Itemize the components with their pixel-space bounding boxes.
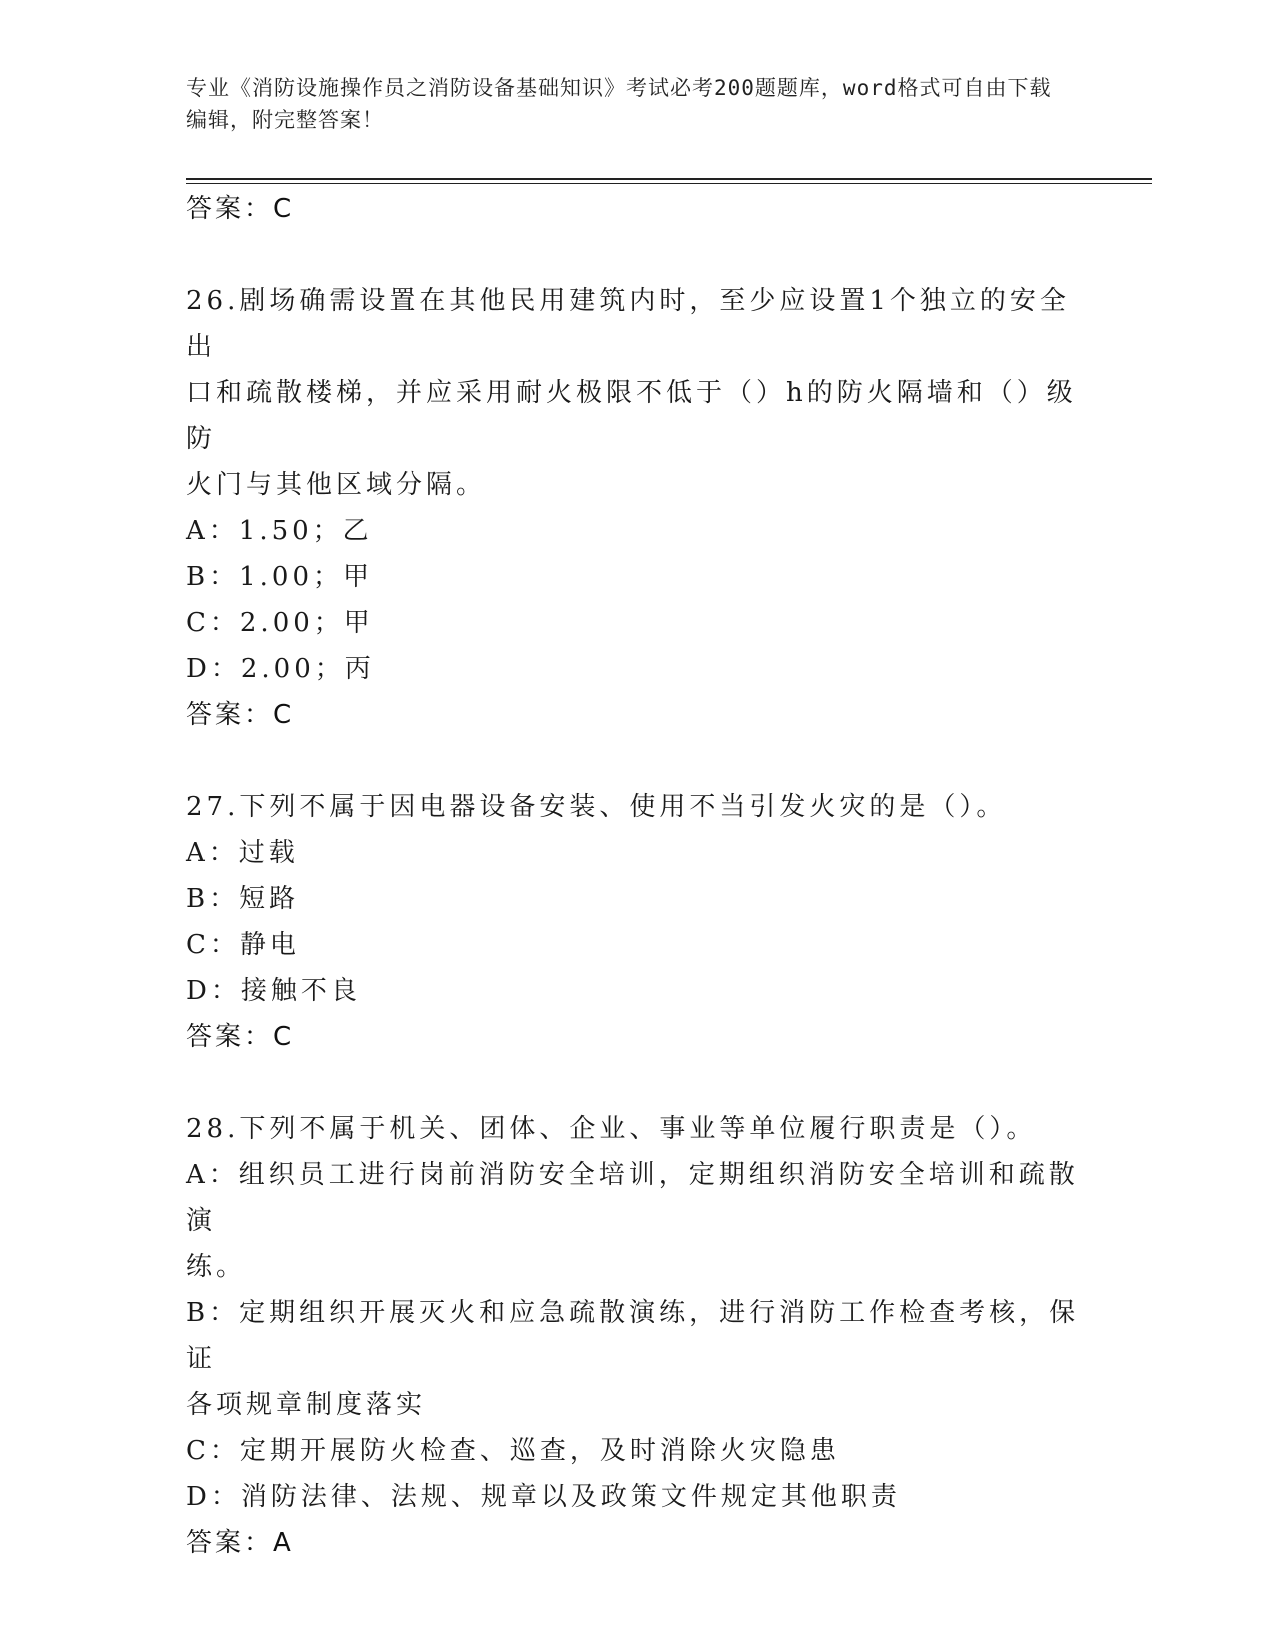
option-b-continued: 各项规章制度落实 [186,1390,427,1420]
question-stem-line: 火门与其他区域分隔。 [186,470,487,500]
question-26 [186,278,1086,738]
option-a: A：1.50；乙 [186,516,373,546]
spacer [186,232,1086,278]
option-c: C：2.00；甲 [186,608,374,638]
option-b: B：短路 [186,884,300,914]
option-d: D：接触不良 [186,976,361,1006]
option-a: A：过载 [186,838,299,868]
question-stem-line: 28.下列不属于机关、团体、企业、事业等单位履行职责是（）。 [186,1114,1037,1144]
previous-answer: 答案：C [186,194,295,224]
questions-area [186,186,1086,1566]
option-b: B：1.00；甲 [186,562,373,592]
option-a-continued: 练。 [186,1252,247,1282]
question-stem-line: 27.下列不属于因电器设备安装、使用不当引发火灾的是（）。 [186,792,1007,822]
question-stem-line: 口和疏散楼梯，并应采用耐火极限不低于（）h的防火隔墙和（）级防 [186,378,1077,454]
spacer [186,738,1086,784]
option-c: C：定期开展防火检查、巡查，及时消除火灾隐患 [186,1436,840,1466]
option-d: D：消防法律、法规、规章以及政策文件规定其他职责 [186,1482,901,1512]
question-27 [186,784,1086,1060]
spacer [186,1060,1086,1106]
answer: 答案：C [186,700,295,730]
question-28 [186,1106,1086,1566]
option-a: A：组织员工进行岗前消防安全培训，定期组织消防安全培训和疏散演 [186,1160,1079,1236]
option-b: B：定期组织开展灭火和应急疏散演练，进行消防工作检查考核，保证 [186,1298,1080,1374]
option-d: D：2.00；丙 [186,654,375,684]
option-c: C：静电 [186,930,300,960]
header-divider [186,178,1152,180]
answer: 答案：A [186,1528,294,1558]
header-divider-thin [186,183,1152,184]
document-header: 专业《消防设施操作员之消防设备基础知识》考试必考200题题库，word格式可自由下载编辑，附完整答案！ [186,76,1052,132]
answer: 答案：C [186,1022,295,1052]
question-stem-line: 26.剧场确需设置在其他民用建筑内时，至少应设置1个独立的安全出 [186,286,1070,362]
